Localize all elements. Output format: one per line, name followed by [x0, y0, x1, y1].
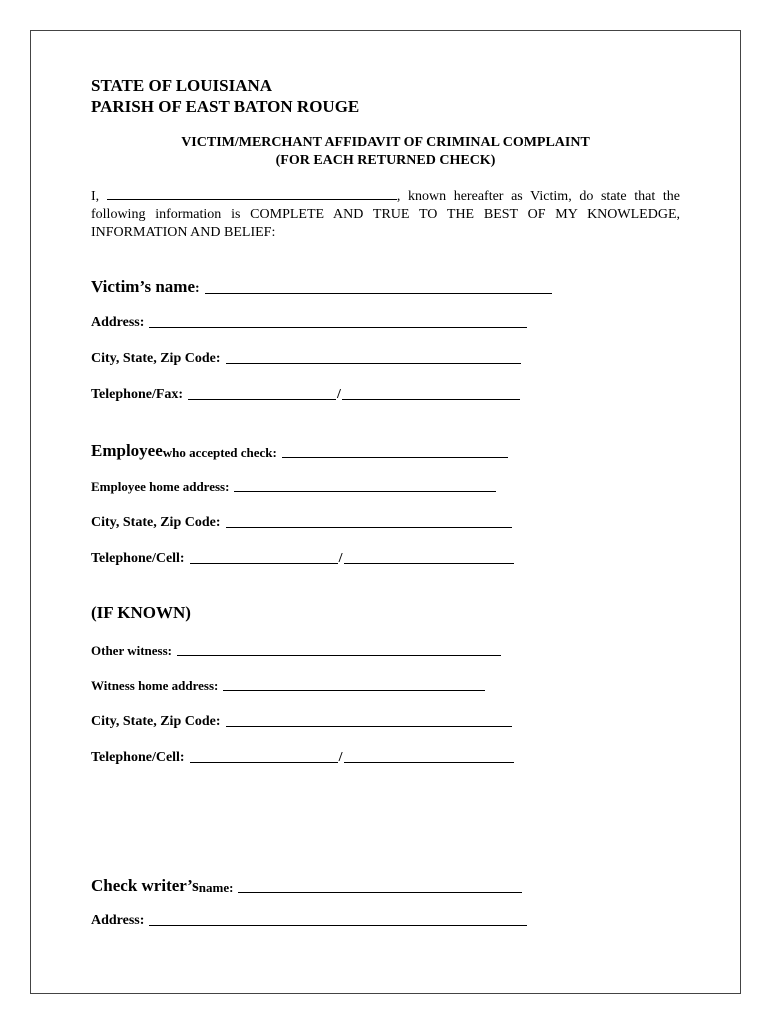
other-witness-field[interactable]: [177, 654, 501, 656]
employee-city-field[interactable]: [226, 526, 512, 528]
victim-fax-field[interactable]: [342, 398, 520, 400]
check-writer-row: [91, 876, 522, 896]
victim-address-label: Address:: [91, 315, 145, 330]
witness-city-field[interactable]: [226, 725, 512, 727]
victim-city-field[interactable]: [226, 362, 521, 364]
employee-name-field[interactable]: [282, 456, 508, 458]
employee-phone-row: [91, 551, 514, 567]
employee-phone-separator: /: [338, 551, 343, 566]
witness-cell-field[interactable]: [344, 761, 514, 763]
intro-paragraph: [91, 187, 680, 242]
victim-city-row: [91, 351, 521, 367]
witness-address-row: [91, 678, 485, 694]
header-state: STATE OF LOUISIANA: [91, 76, 273, 95]
page-border: [30, 30, 741, 994]
victim-phone-row: [91, 387, 520, 403]
employee-cell-field[interactable]: [344, 562, 514, 564]
witness-home-address-label: Witness home address:: [91, 678, 219, 693]
intro-text: , known hereafter as Victim, do state that the following information is COMPLETE AND TRUE TO THE BEST OF MY KNOWLEDGE, INFORMATION AND BELIEF:: [91, 189, 681, 240]
victim-address-field[interactable]: [149, 326, 527, 328]
witness-home-address-field[interactable]: [223, 689, 485, 691]
employee-row: [91, 441, 508, 461]
employee-city-label: City, State, Zip Code:: [91, 515, 221, 530]
employee-city-row: [91, 515, 512, 531]
witness-telephone-field[interactable]: [190, 761, 338, 763]
victim-name-colon: :: [195, 281, 200, 296]
check-writer-address-row: [91, 913, 527, 929]
victim-city-label: City, State, Zip Code:: [91, 351, 221, 366]
check-writer-name-field[interactable]: [238, 891, 522, 893]
employee-address-row: [91, 479, 496, 495]
victim-name-label: Victim’s name: [91, 277, 196, 296]
form-title: VICTIM/MERCHANT AFFIDAVIT OF CRIMINAL COMPLAINT: [181, 135, 590, 150]
form-subtitle: (FOR EACH RETURNED CHECK): [275, 153, 496, 168]
witness-phone-row: [91, 750, 514, 766]
declarant-name-field[interactable]: [107, 187, 397, 200]
employee-label-rest: who accepted check:: [162, 445, 277, 460]
witness-phone-label: Telephone/Cell:: [91, 750, 185, 765]
victim-telephone-field[interactable]: [188, 398, 336, 400]
intro-prefix: I,: [91, 189, 100, 204]
victim-address-row: [91, 315, 527, 331]
witness-city-label: City, State, Zip Code:: [91, 714, 221, 729]
header-parish: PARISH OF EAST BATON ROUGE: [91, 97, 360, 116]
check-writer-address-label: Address:: [91, 913, 145, 928]
victim-name-row: [91, 277, 552, 297]
victim-phone-separator: /: [337, 387, 341, 402]
victim-phone-label: Telephone/Fax:: [91, 387, 184, 402]
check-writer-address-field[interactable]: [149, 924, 527, 926]
other-witness-label: Other witness:: [91, 643, 173, 658]
employee-label: Employee: [91, 441, 163, 460]
witness-city-row: [91, 714, 512, 730]
employee-home-address-label: Employee home address:: [91, 479, 230, 494]
if-known-heading: (IF KNOWN): [91, 603, 191, 622]
check-writer-label-rest: name:: [198, 880, 234, 895]
witness-row: [91, 643, 501, 659]
employee-telephone-field[interactable]: [190, 562, 338, 564]
employee-phone-label: Telephone/Cell:: [91, 551, 185, 566]
witness-phone-separator: /: [338, 750, 343, 765]
employee-home-address-field[interactable]: [234, 490, 496, 492]
victim-name-field[interactable]: [205, 292, 552, 294]
check-writer-label: Check writer’s: [91, 876, 199, 895]
